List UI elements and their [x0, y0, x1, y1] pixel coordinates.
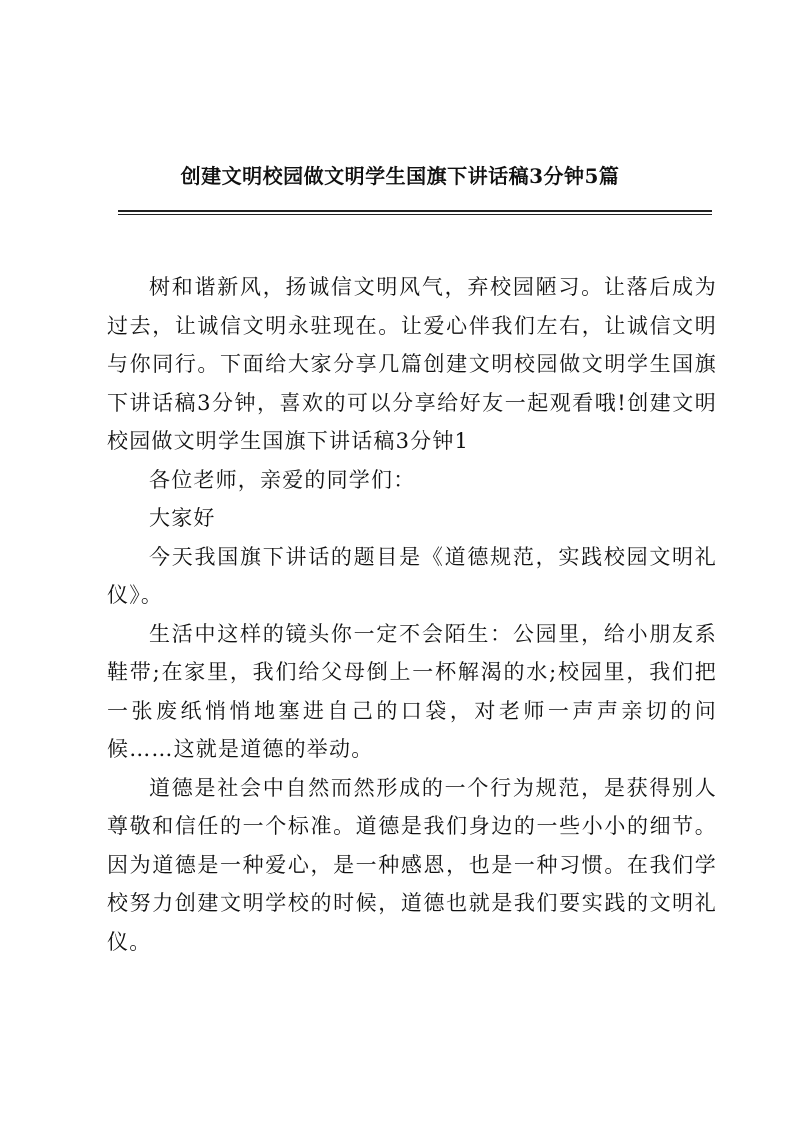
- paragraph-examples: 生活中这样的镜头你一定不会陌生：公园里，给小朋友系鞋带;在家里，我们给父母倒上一杯解渴的水;校园里，我们把一张废纸悄悄地塞进自己的口袋，对老师一声声亲切的问候……这就是道德的举动。: [107, 621, 717, 761]
- paragraph-morality: 道德是社会中自然而然形成的一个行为规范，是获得别人尊敬和信任的一个标准。道德是我们身边的一些小小的细节。因为道德是一种爱心，是一种感恩，也是一种习惯。在我们学校努力创建文明学校的时候，道德也就是我们要实践的文明礼仪。: [107, 775, 717, 954]
- title-divider-thin: [118, 214, 712, 215]
- title-divider-thick: [118, 210, 712, 212]
- document-title: 创建文明校园做文明学生国旗下讲话稿3分钟5篇: [180, 164, 620, 188]
- paragraph-greeting: 各位老师，亲爱的同学们：: [149, 467, 416, 492]
- paragraph-topic: 今天我国旗下讲话的题目是《道德规范，实践校园文明礼仪》。: [107, 544, 717, 607]
- document-body: [107, 268, 717, 961]
- paragraph-intro: 树和谐新风，扬诚信文明风气，弃校园陋习。让落后成为过去，让诚信文明永驻现在。让爱心伴我们左右，让诚信文明与你同行。下面给大家分享几篇创建文明校园做文明学生国旗下讲话稿3分钟，喜欢的可以分享给好友一起观看哦!创建文明校园做文明学生国旗下讲话稿3分钟1: [107, 275, 717, 453]
- paragraph-hello: 大家好: [149, 506, 216, 530]
